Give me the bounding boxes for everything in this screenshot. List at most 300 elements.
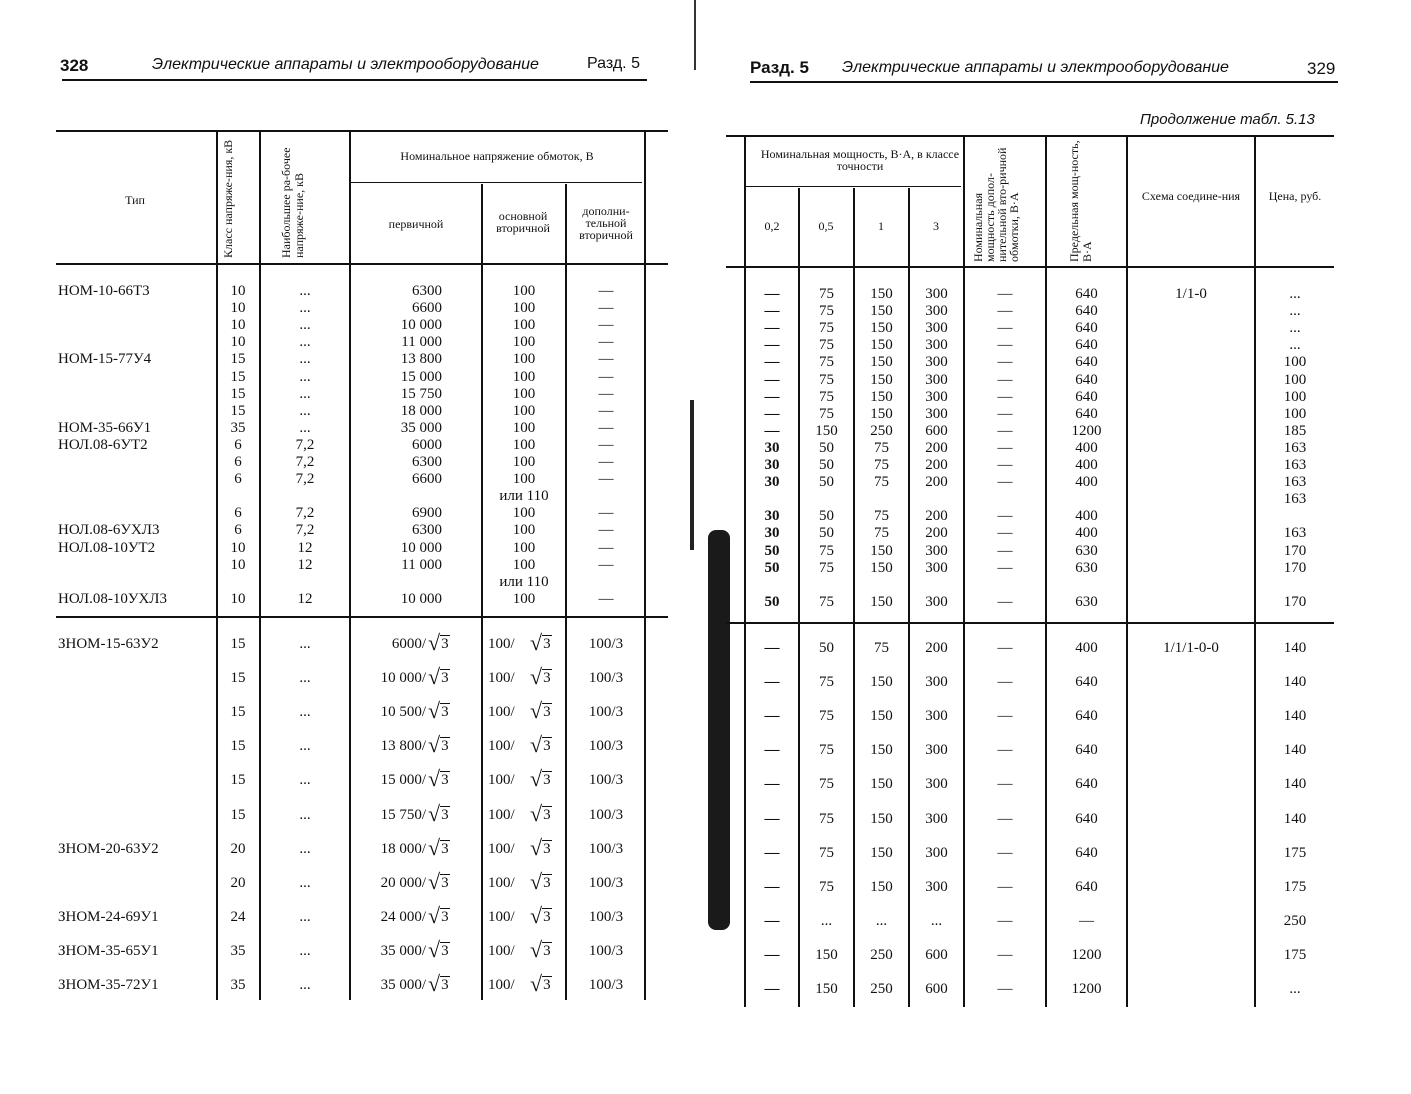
table-cell-primary: 18 000 (400, 402, 442, 419)
sqrt-radicand: 3 (441, 772, 449, 789)
table-cell-primary: 6600 (412, 300, 442, 317)
left-running-title: Электрические аппараты и электрооборудование (152, 56, 539, 73)
table-cell-extra-secondary: — (598, 436, 614, 453)
table-cell-extra-power: — (997, 981, 1013, 997)
table-cell-c1: 75 (874, 474, 889, 491)
sqrt-radicand: 3 (543, 942, 551, 959)
table-cell-extra-power: — (997, 354, 1013, 371)
sqrt-symbol: √3 (428, 800, 449, 826)
table-cell-c3: 300 (925, 708, 948, 725)
table-cell-c1: 150 (870, 810, 893, 827)
sqrt-symbol: √3 (428, 971, 449, 996)
sqrt-radicand: 3 (441, 874, 449, 891)
table-cell-main-secondary: 100/ (488, 874, 515, 891)
left-table-top-rule (56, 130, 668, 132)
table-cell-price: 185 (1283, 422, 1307, 439)
table-cell-max-voltage: ... (299, 738, 311, 755)
left-header-nominal-voltage: Номинальное напряжение обмоток, В (400, 149, 594, 163)
table-cell-c05: 75 (819, 559, 834, 576)
table-cell-extra-power: — (997, 844, 1013, 861)
table-cell-extra-secondary: — (598, 300, 614, 317)
table-cell-class: 15 (230, 636, 246, 652)
table-cell-c1: 150 (870, 303, 893, 320)
left-header-rule (62, 79, 647, 81)
sqrt-radicand: 3 (441, 704, 449, 721)
table-cell-primary: 10 000 (400, 539, 442, 556)
table-cell-c02: 30 (764, 474, 780, 491)
table-cell-c02: — (764, 708, 780, 725)
table-cell-extra-power: — (997, 810, 1013, 827)
table-cell-limit-power: 1200 (1071, 981, 1102, 997)
left-header-type: Тип (125, 193, 145, 207)
table-cell-c02: 30 (764, 457, 780, 473)
table-cell-extra-secondary: 100/3 (588, 874, 624, 891)
right-header-rule (750, 81, 1338, 83)
sqrt-radicand: 3 (543, 636, 551, 652)
table-cell-extra-secondary: — (598, 590, 614, 607)
spine-mark-mid (690, 400, 694, 550)
table-cell-limit-power: 640 (1075, 878, 1098, 895)
table-cell-extra-power: — (997, 640, 1013, 656)
table-cell-extra-power: — (997, 303, 1013, 320)
table-cell-c02: — (764, 674, 780, 691)
sqrt-radicand: 3 (543, 806, 551, 823)
table-cell-c3: 300 (925, 776, 948, 793)
table-cell-class: 15 (230, 670, 246, 687)
table-cell-c05: 75 (819, 320, 834, 337)
sqrt-radicand: 3 (543, 738, 551, 755)
table-cell-price: 170 (1283, 593, 1307, 610)
sqrt-radicand: 3 (543, 670, 551, 687)
table-cell-c05: 75 (819, 354, 834, 371)
table-cell-extra-secondary: 100/3 (588, 738, 624, 755)
right-table-header-rule (726, 266, 1334, 268)
sqrt-symbol: √3 (428, 630, 449, 655)
table-cell-max-voltage: ... (299, 874, 311, 891)
sqrt-radicand: 3 (441, 738, 449, 755)
table-cell-c3: 300 (925, 742, 948, 759)
table-cell-c02: — (764, 640, 780, 656)
table-cell-limit-power: 630 (1075, 593, 1098, 610)
table-cell-c05: 75 (819, 303, 834, 320)
right-header-scheme: Схема соедине-ния (1141, 189, 1241, 203)
table-cell-extra-power: — (997, 371, 1013, 388)
table-cell-c3: 300 (925, 542, 948, 559)
right-header-nominal-power: Номинальная мощность, В·А, в классе точности (760, 147, 960, 173)
table-cell-class: 10 (230, 317, 246, 334)
table-cell-main-secondary: 100 (512, 317, 536, 334)
table-cell-extra-secondary: 100/3 (588, 636, 624, 652)
table-cell-extra-secondary: 100/3 (588, 806, 624, 823)
table-cell-c3: 300 (925, 593, 948, 610)
table-cell-extra-power: — (997, 320, 1013, 337)
sqrt-symbol: √3 (428, 868, 449, 894)
table-cell-price: 100 (1283, 354, 1307, 371)
table-cell-extra-secondary: 100/3 (588, 704, 624, 721)
table-cell-class: 6 (234, 436, 242, 453)
table-cell-extra-secondary: — (598, 368, 614, 385)
sqrt-symbol: √3 (428, 732, 449, 758)
left-col-divider-6 (644, 132, 646, 1000)
table-cell-extra-power: — (997, 525, 1013, 542)
table-cell-extra-power: — (997, 946, 1013, 963)
table-cell-c3: 300 (925, 674, 948, 691)
table-cell-c05: 75 (819, 742, 834, 759)
sqrt-symbol: √3 (428, 936, 449, 962)
table-cell-extra-power: — (997, 405, 1013, 422)
table-cell-price: 100 (1283, 371, 1307, 388)
sqrt-radicand: 3 (441, 840, 449, 857)
table-cell-c02: — (764, 320, 780, 337)
table-cell-max-voltage: ... (299, 977, 311, 993)
table-cell-main-secondary: 100 (512, 454, 536, 470)
table-cell-extra-secondary: — (598, 283, 614, 299)
table-cell-class: 35 (230, 977, 246, 993)
table-cell-main-secondary: 100/ (488, 908, 515, 925)
table-cell-primary: 6600 (412, 471, 442, 488)
table-cell-c02: 50 (764, 559, 780, 576)
table-cell-extra-power: — (997, 474, 1013, 491)
table-cell-extra-power: — (997, 542, 1013, 559)
table-cell-c1: 75 (874, 439, 889, 456)
table-cell-c3: 300 (925, 303, 948, 320)
table-cell-c1: ... (875, 912, 888, 929)
table-cell-max-voltage: ... (299, 806, 311, 823)
table-cell-price: 140 (1283, 776, 1307, 793)
table-cell-extra-secondary: — (598, 334, 614, 351)
table-cell-limit-power: 640 (1075, 286, 1098, 302)
table-cell-limit-power: 640 (1075, 810, 1098, 827)
table-cell-max-voltage: ... (299, 704, 311, 721)
table-cell-c1: 150 (870, 286, 893, 302)
table-cell-max-voltage: ... (299, 942, 311, 959)
sqrt-radicand: 3 (441, 636, 449, 652)
table-cell-primary: 13 800 (400, 351, 442, 368)
table-cell-max-voltage: ... (299, 351, 311, 368)
table-cell-c3: 200 (925, 439, 948, 456)
table-cell-extra-secondary: — (598, 471, 614, 488)
table-cell-price: 250 (1283, 912, 1307, 929)
table-cell-limit-power: 630 (1075, 542, 1098, 559)
table-cell-class: 6 (234, 454, 242, 470)
left-header-extra-secondary: дополни-тельной вторичной (579, 204, 633, 242)
table-cell-main-secondary: 100 (512, 402, 536, 419)
table-cell-c1: 150 (870, 776, 893, 793)
table-cell-c05: 50 (819, 508, 834, 525)
table-cell-extra-secondary: — (598, 556, 614, 573)
table-cell-limit-power: 640 (1075, 708, 1098, 725)
right-page-number: 329 (1307, 59, 1336, 78)
table-cell-max-voltage: 7,2 (295, 505, 315, 522)
table-cell-extra-power: — (997, 422, 1013, 439)
sqrt-symbol: √3 (530, 902, 551, 928)
table-cell-c1: 75 (874, 525, 889, 542)
sqrt-radicand: 3 (543, 908, 551, 925)
table-cell-c3: 300 (925, 337, 948, 354)
table-cell-primary: 10 000 (400, 590, 442, 607)
left-col-divider-5 (565, 184, 567, 1000)
table-cell-c02: — (764, 946, 780, 963)
table-cell-c02: — (764, 354, 780, 371)
table-cell-extra-power: — (997, 708, 1013, 725)
table-cell-c1: 75 (874, 640, 889, 656)
table-cell-max-voltage: ... (299, 908, 311, 925)
table-cell-primary: 18 000/ (380, 840, 426, 857)
table-cell-class: 10 (230, 283, 246, 299)
table-cell-class: 15 (230, 772, 246, 789)
right-table-group-rule (726, 622, 1334, 624)
table-cell-price: 163 (1283, 439, 1307, 456)
table-cell-c05: 50 (819, 474, 834, 491)
sqrt-radicand: 3 (543, 772, 551, 789)
table-cell-primary: 10 000 (400, 317, 442, 334)
table-cell-max-voltage: ... (299, 402, 311, 419)
table-cell-extra-power: — (997, 742, 1013, 759)
table-cell-class: 15 (230, 704, 246, 721)
table-cell-c05: 75 (819, 286, 834, 302)
table-cell-c05: 75 (819, 371, 834, 388)
table-cell-extra-power: — (997, 439, 1013, 456)
table-cell-price: 163 (1283, 457, 1307, 473)
table-cell-c02: — (764, 405, 780, 422)
table-cell-extra-power: — (997, 286, 1013, 302)
table-cell-c1: 150 (870, 405, 893, 422)
table-cell-c05: 75 (819, 337, 834, 354)
left-header-main-secondary: основной вторичной (496, 209, 550, 235)
table-cell-primary: 35 000/ (380, 942, 426, 959)
table-cell-extra-power: — (997, 674, 1013, 691)
table-cell-c3: 200 (925, 640, 948, 656)
table-cell-price: 140 (1283, 640, 1307, 656)
table-cell-c02: — (764, 337, 780, 354)
table-cell-main-secondary: 100/ (488, 806, 515, 823)
right-header-extra-power: Номинальная мощность допол-нительной вто-ричной обмотки, В·А (971, 147, 1021, 262)
table-cell-extra-secondary: — (598, 317, 614, 334)
table-cell-max-voltage: 7,2 (295, 522, 315, 539)
table-cell-c02: 30 (764, 439, 780, 456)
table-cell-extra-secondary: — (598, 351, 614, 368)
table-cell-max-voltage: ... (299, 670, 311, 687)
table-cell-main-secondary: 100 (512, 539, 536, 556)
sqrt-radicand: 3 (441, 670, 449, 687)
sqrt-symbol: √3 (530, 664, 551, 690)
table-cell-type: ЗНОМ-24-69У1 (58, 908, 159, 925)
table-cell-extra-power: — (997, 559, 1013, 576)
table-cell-c1: 150 (870, 844, 893, 861)
right-running-title: Электрические аппараты и электрооборудование (842, 59, 1229, 76)
table-cell-scheme: 1/1/1-0-0 (1163, 640, 1219, 656)
table-cell-c3: 200 (925, 508, 948, 525)
table-cell-limit-power: 640 (1075, 742, 1098, 759)
table-cell-c05: 75 (819, 810, 834, 827)
table-cell-limit-power: 640 (1075, 337, 1098, 354)
table-cell-c02: 30 (764, 508, 780, 525)
right-col-divider-6 (1126, 137, 1128, 1007)
table-cell-primary: 15 000/ (380, 772, 426, 789)
table-cell-max-voltage: ... (299, 419, 311, 436)
table-cell-type: НОЛ.08-10УТ2 (58, 539, 156, 556)
table-cell-c02: 50 (764, 542, 780, 559)
table-cell-c1: 250 (870, 946, 893, 963)
table-cell-extra-power: — (997, 912, 1013, 929)
table-cell-extra-secondary: 100/3 (588, 977, 624, 993)
sqrt-symbol: √3 (530, 971, 551, 996)
table-cell-extra-secondary: 100/3 (588, 908, 624, 925)
table-cell-c05: 75 (819, 405, 834, 422)
table-cell-c1: 150 (870, 878, 893, 895)
right-header-price: Цена, руб. (1268, 189, 1322, 203)
table-cell-limit-power: — (1079, 912, 1094, 929)
table-cell-max-voltage: 7,2 (295, 454, 315, 470)
right-table-top-rule (726, 135, 1334, 137)
sqrt-symbol: √3 (428, 664, 449, 690)
table-cell-max-voltage: ... (299, 840, 311, 857)
sqrt-symbol: √3 (530, 732, 551, 758)
left-table-header-rule (56, 263, 668, 265)
table-cell-c1: 150 (870, 593, 893, 610)
table-cell-main-secondary: или 110 (499, 488, 549, 505)
table-cell-class: 20 (230, 874, 246, 891)
table-cell-extra-secondary: — (598, 385, 614, 402)
table-cell-limit-power: 400 (1075, 474, 1098, 491)
table-cell-primary: 11 000 (401, 556, 442, 573)
table-cell-type: НОЛ.08-6УХЛ3 (58, 522, 160, 539)
table-cell-c1: 150 (870, 371, 893, 388)
table-cell-extra-secondary: 100/3 (588, 772, 624, 789)
table-cell-c3: 300 (925, 388, 948, 405)
table-cell-main-secondary: 100 (512, 522, 536, 539)
table-cell-class: 10 (230, 539, 246, 556)
table-cell-primary: 15 750/ (380, 806, 426, 823)
table-cell-primary: 15 750 (400, 385, 442, 402)
table-cell-price: 170 (1283, 559, 1307, 576)
table-cell-c05: 150 (815, 422, 838, 439)
table-cell-class: 15 (230, 351, 246, 368)
sqrt-radicand: 3 (441, 908, 449, 925)
spine-shadow (708, 530, 730, 930)
table-cell-type: НОМ-15-77У4 (58, 351, 152, 368)
table-cell-class: 15 (230, 385, 246, 402)
table-cell-max-voltage: 12 (297, 556, 313, 573)
table-cell-c02: — (764, 388, 780, 405)
table-cell-main-secondary: 100/ (488, 704, 515, 721)
table-cell-c02: — (764, 844, 780, 861)
table-cell-limit-power: 640 (1075, 674, 1098, 691)
table-cell-c3: ... (930, 912, 943, 929)
table-cell-extra-power: — (997, 337, 1013, 354)
sqrt-symbol: √3 (530, 834, 551, 860)
table-cell-class: 10 (230, 300, 246, 317)
table-cell-class: 15 (230, 368, 246, 385)
sqrt-symbol: √3 (530, 868, 551, 894)
table-cell-price: ... (1289, 981, 1301, 997)
table-cell-c1: 75 (874, 508, 889, 525)
table-cell-class: 15 (230, 402, 246, 419)
table-cell-c02: — (764, 810, 780, 827)
table-cell-price: ... (1289, 337, 1301, 354)
table-cell-main-secondary: 100 (512, 283, 536, 299)
table-cell-max-voltage: 7,2 (295, 436, 315, 453)
table-cell-max-voltage: 12 (297, 539, 313, 556)
sqrt-radicand: 3 (543, 874, 551, 891)
table-cell-c3: 200 (925, 457, 948, 473)
table-cell-extra-power: — (997, 593, 1013, 610)
table-cell-extra-power: — (997, 776, 1013, 793)
table-cell-type: НОЛ.08-10УХЛ3 (58, 590, 167, 607)
table-cell-max-voltage: 7,2 (295, 471, 315, 488)
spine-mark-top (694, 0, 696, 70)
continuation-caption: Продолжение табл. 5.13 (1140, 111, 1315, 128)
table-cell-c05: 75 (819, 388, 834, 405)
table-cell-c02: — (764, 303, 780, 320)
table-cell-limit-power: 400 (1075, 439, 1098, 456)
sqrt-radicand: 3 (441, 806, 449, 823)
table-cell-c3: 600 (925, 981, 948, 997)
table-cell-limit-power: 400 (1075, 508, 1098, 525)
table-cell-c1: 150 (870, 742, 893, 759)
table-cell-main-secondary: 100 (512, 385, 536, 402)
table-cell-price: ... (1289, 320, 1301, 337)
table-cell-extra-secondary: — (598, 505, 614, 522)
table-cell-max-voltage: ... (299, 334, 311, 351)
table-cell-type: НОМ-10-66Т3 (58, 283, 150, 299)
table-cell-c1: 150 (870, 354, 893, 371)
table-cell-primary: 35 000/ (380, 977, 426, 993)
table-cell-limit-power: 400 (1075, 457, 1098, 473)
table-cell-limit-power: 640 (1075, 303, 1098, 320)
table-cell-limit-power: 400 (1075, 525, 1098, 542)
table-cell-price: 170 (1283, 542, 1307, 559)
table-cell-c02: — (764, 742, 780, 759)
table-cell-extra-power: — (997, 388, 1013, 405)
table-cell-main-secondary: 100 (512, 505, 536, 522)
table-cell-main-secondary: 100/ (488, 670, 515, 687)
right-header-c05: 0,5 (818, 219, 834, 233)
table-cell-class: 6 (234, 471, 242, 488)
table-cell-class: 10 (230, 590, 246, 607)
table-cell-price: 140 (1283, 742, 1307, 759)
table-cell-c1: 150 (870, 337, 893, 354)
table-cell-c1: 150 (870, 320, 893, 337)
table-cell-primary: 6300 (412, 454, 442, 470)
table-cell-class: 15 (230, 806, 246, 823)
table-cell-price: 140 (1283, 810, 1307, 827)
table-cell-c1: 75 (874, 457, 889, 473)
table-cell-main-secondary: 100 (512, 300, 536, 317)
table-cell-c02: — (764, 912, 780, 929)
table-cell-extra-power: — (997, 508, 1013, 525)
table-cell-price: ... (1289, 286, 1301, 302)
table-cell-main-secondary: 100 (512, 368, 536, 385)
table-cell-c1: 150 (870, 388, 893, 405)
table-cell-primary: 15 000 (400, 368, 442, 385)
table-cell-limit-power: 400 (1075, 640, 1098, 656)
sqrt-symbol: √3 (428, 766, 449, 792)
table-cell-c02: 50 (764, 593, 780, 610)
right-subheader-rule (745, 186, 961, 187)
table-cell-c1: 150 (870, 708, 893, 725)
table-cell-main-secondary: 100 (512, 471, 536, 488)
table-cell-c05: 75 (819, 674, 834, 691)
table-cell-class: 6 (234, 505, 242, 522)
table-cell-extra-secondary: — (598, 522, 614, 539)
left-section-label: Разд. 5 (587, 55, 640, 72)
sqrt-symbol: √3 (428, 698, 449, 724)
table-cell-c3: 300 (925, 844, 948, 861)
table-cell-max-voltage: ... (299, 772, 311, 789)
left-col-divider-4 (481, 184, 483, 1000)
sqrt-radicand: 3 (441, 977, 449, 993)
